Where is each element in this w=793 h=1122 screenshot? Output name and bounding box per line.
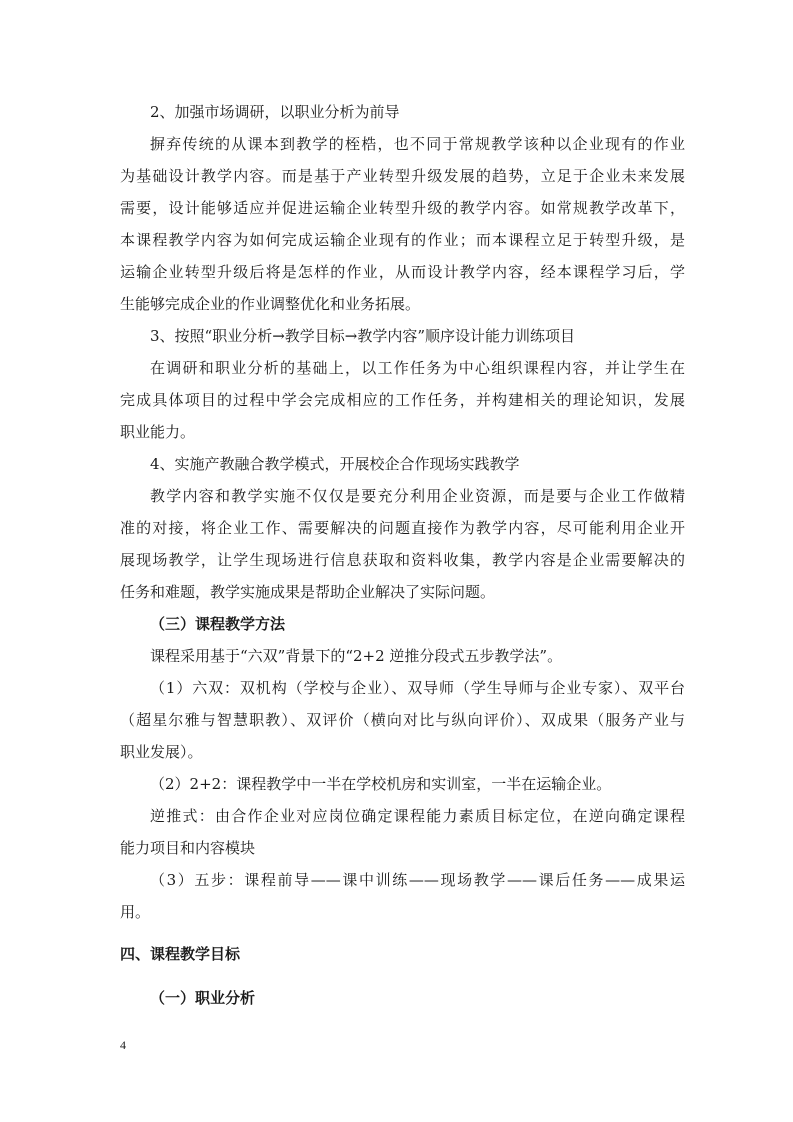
- spacer: [120, 928, 685, 938]
- list-item-line: （3）五步：课程前导——课中训练——现场教学——课后任务——成果运: [150, 871, 685, 889]
- list-item-line: （超星尔雅与智慧职教）、双评价（横向对比与纵向评价）、双成果（服务产业与: [120, 711, 685, 729]
- paragraph-line: 准的对接，将企业工作、需要解决的问题直接作为教学内容，尽可能利用企业开: [120, 519, 685, 537]
- paragraph-line: 摒弃传统的从课本到教学的桎梏，也不同于常规教学该种以企业现有的作业: [150, 135, 685, 153]
- paragraph-line: 在调研和职业分析的基础上，以工作任务为中心组织课程内容，并让学生在: [150, 359, 685, 377]
- document-page: [120, 96, 685, 1014]
- paragraph-line: 逆推式：由合作企业对应岗位确定课程能力素质目标定位，在逆向确定课程: [150, 807, 685, 825]
- paragraph-line: 完成具体项目的过程中学会完成相应的工作任务，并构建相关的理论知识，发展: [120, 391, 685, 409]
- section-heading-3: 3、按照“职业分析→教学目标→教学内容”顺序设计能力训练项目: [150, 327, 576, 345]
- chapter-heading: 四、课程教学目标: [120, 945, 241, 963]
- section-heading-2: 2、加强市场调研，以职业分析为前导: [150, 103, 400, 121]
- paragraph-line: 本课程教学内容为如何完成运输企业现有的作业；而本课程立足于转型升级，是: [120, 231, 685, 249]
- subsection-heading-career: （一）职业分析: [150, 989, 256, 1007]
- subsection-heading-methods: （三）课程教学方法: [150, 615, 286, 633]
- paragraph-line: 课程采用基于“六双”背景下的“2+2 逆推分段式五步教学法”。: [150, 647, 563, 665]
- paragraph-line: 任务和难题，教学实施成果是帮助企业解决了实际问题。: [120, 583, 496, 601]
- list-item-line: （1）六双：双机构（学校与企业）、双导师（学生导师与企业专家）、双平台: [150, 679, 685, 697]
- paragraph-line: 展现场教学，让学生现场进行信息获取和资料收集，教学内容是企业需要解决的: [120, 551, 685, 569]
- paragraph-line: 运输企业转型升级后将是怎样的作业，从而设计教学内容，经本课程学习后，学: [120, 263, 685, 281]
- paragraph-line: 能力项目和内容模块: [120, 839, 256, 857]
- paragraph-line: 需要，设计能够适应并促进运输企业转型升级的教学内容。如常规教学改革下，: [120, 199, 685, 217]
- paragraph-line: 教学内容和教学实施不仅仅是要充分利用企业资源，而是要与企业工作做精: [150, 487, 685, 505]
- paragraph-line: 生能够完成企业的作业调整优化和业务拓展。: [120, 295, 421, 313]
- list-item-line: 用。: [120, 903, 151, 921]
- list-item-line: （2）2+2：课程教学中一半在学校机房和实训室，一半在运输企业。: [150, 775, 612, 793]
- paragraph-line: 为基础设计教学内容。而是基于产业转型升级发展的趋势，立足于企业未来发展: [120, 167, 685, 185]
- list-item-line: 职业发展）。: [120, 743, 203, 761]
- spacer: [120, 970, 685, 982]
- section-heading-4: 4、实施产教融合教学模式，开展校企合作现场实践教学: [150, 455, 520, 473]
- page-number: 4: [120, 1038, 126, 1052]
- paragraph-line: 职业能力。: [120, 423, 196, 441]
